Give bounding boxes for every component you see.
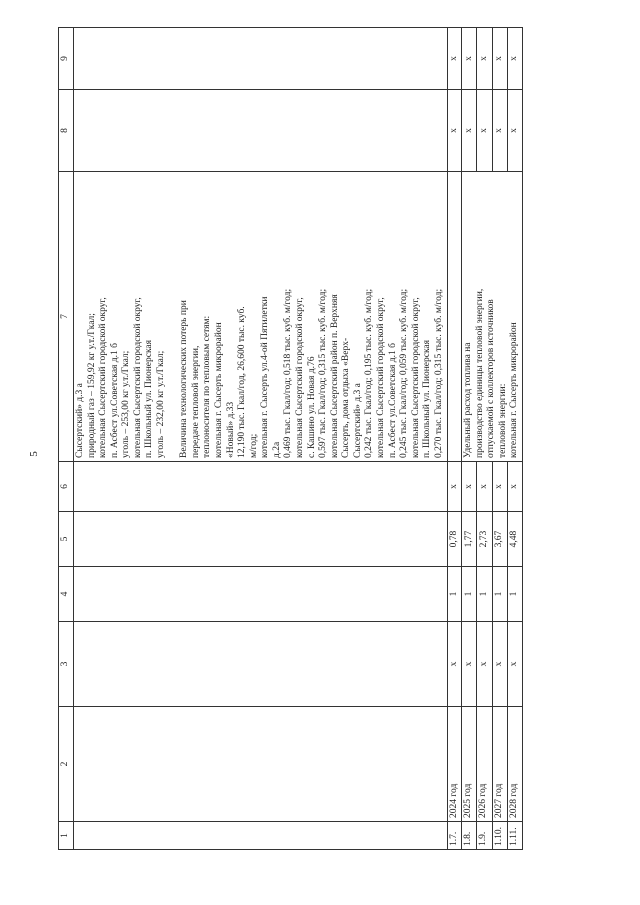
col-header: 5 xyxy=(59,512,74,567)
year-cell: 2025 год xyxy=(462,707,477,822)
rotated-table-container xyxy=(58,28,604,850)
page-number: 5 xyxy=(27,451,40,457)
col-header: 7 xyxy=(59,172,74,462)
col-header: 1 xyxy=(59,822,74,850)
row-number: 1.9. xyxy=(477,822,492,850)
cell: 2,73 xyxy=(477,512,492,567)
cell: х xyxy=(477,90,492,172)
cell xyxy=(74,90,448,172)
col-header: 6 xyxy=(59,462,74,512)
year-cell: 2028 год xyxy=(507,707,522,822)
cell: х xyxy=(477,28,492,90)
row-number: 1.8. xyxy=(462,822,477,850)
cell: х xyxy=(492,90,507,172)
cell xyxy=(447,172,462,462)
cell: х xyxy=(462,28,477,90)
cell: х xyxy=(447,90,462,172)
cell: х xyxy=(507,462,522,512)
col-header: 2 xyxy=(59,707,74,822)
cell: 1 xyxy=(477,567,492,622)
col-header: 8 xyxy=(59,90,74,172)
cell xyxy=(74,567,448,622)
cell xyxy=(74,512,448,567)
table-row xyxy=(447,28,462,850)
cell: х xyxy=(507,90,522,172)
header-row xyxy=(59,28,74,850)
cell: 1 xyxy=(447,567,462,622)
cell: х xyxy=(507,622,522,707)
col-header: 9 xyxy=(59,28,74,90)
row-number xyxy=(74,822,448,850)
row-number: 1.11. xyxy=(507,822,522,850)
year-cell: 2026 год xyxy=(477,707,492,822)
col-header: 3 xyxy=(59,622,74,707)
cell: 1 xyxy=(492,567,507,622)
cell: х xyxy=(507,28,522,90)
cell xyxy=(74,28,448,90)
table-row xyxy=(74,28,448,850)
data-table xyxy=(58,27,523,850)
cell: х xyxy=(462,622,477,707)
cell: х xyxy=(492,462,507,512)
year-cell xyxy=(74,707,448,822)
cell: х xyxy=(447,622,462,707)
cell xyxy=(74,462,448,512)
row-number: 1.7. xyxy=(447,822,462,850)
cell: 1 xyxy=(462,567,477,622)
cell: х xyxy=(462,90,477,172)
cell xyxy=(74,622,448,707)
year-cell: 2024 год xyxy=(447,707,462,822)
year-cell: 2027 год xyxy=(492,707,507,822)
bottom-description-cell: Удельный расход топлива на производство единицы тепловой энергии, отпускаемой с коллекторов источников тепловой энергии: котельная г. Сысерть микрорайон xyxy=(462,172,523,462)
table-row xyxy=(462,28,477,850)
cell: х xyxy=(477,462,492,512)
cell: х xyxy=(477,622,492,707)
cell: 3,67 xyxy=(492,512,507,567)
row-number: 1.10. xyxy=(492,822,507,850)
cell: х xyxy=(447,462,462,512)
cell: 4,48 xyxy=(507,512,522,567)
cell: 0,78 xyxy=(447,512,462,567)
cell: х xyxy=(462,462,477,512)
cell: 1,77 xyxy=(462,512,477,567)
description-cell: Сысертский» д.3 а природный газ – 159,92 кг у.т./Гкал; котельная Сысертский городской округ, п. Асбест ул.Советская д.1 б уголь – 253,00 кг у.т./Гкал; котельная Сысертский городской округ, п. Школьный ул. Пионерская уголь – 232,00 кг у.т./Гкал; Величина технологических потерь при передаче тепловой энергии, теплоносителя по тепловым сетям: котельная г. Сысерть микрорайон «Новый» д.33 12,190 тыс. Гкал/год, 26,600 тыс. куб. м/год; котельная г. Сысерть ул.4-ой Пятилетки д.2а 0,469 тыс. Гкал/год; 0,518 тыс. куб. м/год; котельная Сысертский городской округ, с. Кашино ул. Новая д.76 0,597 тыс. Гкал/год; 0,315 тыс. куб. м/год; котельная Сысертский район п. Верхняя Сысерть, дома отдыха «Верх- Сысертский» д.3 а 0,242 тыс. Гкал/год; 0,195 тыс. куб. м/год; котельная Сысертский городской округ, п. Асбест ул.Советская д.1 б 0,245 тыс. Гкал/год; 0,059 тыс. куб. м/год; котельная Сысертский городской округ, п. Школьный ул. Пионерская 0,270 тыс. Гкал/год; 0,315 тыс. куб. м/год; xyxy=(74,172,448,462)
cell: 1 xyxy=(507,567,522,622)
cell: х xyxy=(492,28,507,90)
col-header: 4 xyxy=(59,567,74,622)
cell: х xyxy=(492,622,507,707)
cell: х xyxy=(447,28,462,90)
